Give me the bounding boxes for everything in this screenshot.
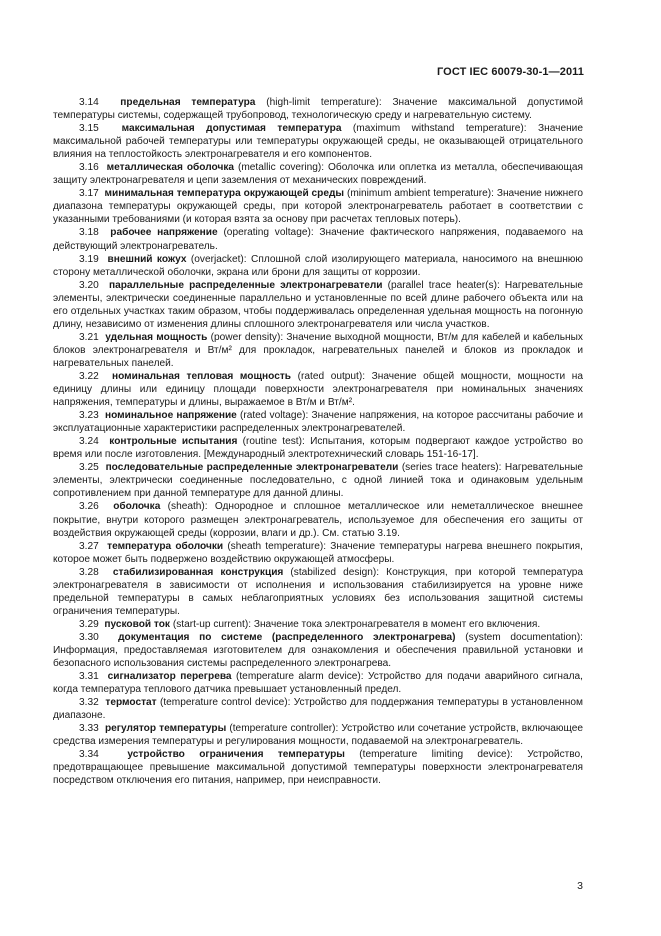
definitions-list bbox=[53, 96, 583, 787]
item-term: внешний кожух bbox=[107, 253, 187, 265]
definition-item bbox=[53, 618, 583, 631]
item-number: 3.18 bbox=[79, 227, 99, 239]
item-term: документация по системе (распределенного электронагрева) bbox=[118, 631, 456, 643]
item-number: 3.28 bbox=[79, 566, 99, 578]
item-text: (temperature control device): Устройство для поддержания температуры в установленном диапазоне. bbox=[53, 697, 583, 722]
item-term: рабочее напряжение bbox=[110, 227, 218, 239]
item-term: удельная мощность bbox=[105, 331, 208, 343]
item-number: 3.21 bbox=[79, 331, 99, 343]
item-term: температура оболочки bbox=[107, 540, 224, 552]
item-number: 3.24 bbox=[79, 436, 99, 448]
item-number: 3.32 bbox=[79, 697, 99, 709]
item-text: (operating voltage): Значение фактического напряжения, подаваемого на действующий электронагреватель. bbox=[53, 227, 583, 252]
item-term: предельная температура bbox=[120, 97, 256, 108]
item-text: (maximum withstand temperature): Значение максимальной рабочей температуры или температуры окружающей среды, не оказывающей отрицательного влияния на теплостойкость электронагревателя и его компонентов. bbox=[53, 123, 583, 161]
definition-item bbox=[53, 722, 583, 748]
item-term: номинальное напряжение bbox=[104, 410, 237, 422]
item-text: (series trace heaters): Нагревательные элементы, электрически соединенные последовательно, с одной линией тока и одинаковым удельным сопротивлением при данной температуре для данной длины. bbox=[53, 462, 583, 500]
item-text: (start-up current): Значение тока электронагревателя в момент его включения. bbox=[172, 618, 541, 630]
item-number: 3.19 bbox=[79, 253, 99, 265]
item-term: металлическая оболочка bbox=[106, 162, 235, 174]
definition-item bbox=[53, 631, 583, 670]
definition-item bbox=[53, 566, 583, 618]
item-text: (rated voltage): Значение напряжения, на которое рассчитаны рабочие и эксплуатационные характеристики распределенных электронагревателей. bbox=[53, 410, 583, 435]
item-term: максимальная допустимая температура bbox=[121, 123, 342, 135]
item-number: 3.25 bbox=[79, 462, 99, 474]
item-text: (sheath temperature): Значение температуры нагрева внешнего покрытия, которое может быть подвержено воздействию окружающей атмосферы. bbox=[53, 540, 583, 565]
item-term: параллельные распределенные электронагреватели bbox=[108, 279, 383, 291]
definition-item bbox=[53, 500, 583, 539]
definition-item bbox=[53, 370, 583, 409]
item-text: (temperature alarm device): Устройство для подачи аварийного сигнала, когда температура теплового датчика превышает установленный предел. bbox=[53, 671, 583, 696]
item-text: (rated output): Значение общей мощности, мощности на единицу длины или единицу площади поверхности электронагревателя при номинальных значениях напряжения, температуры и длины, выражаемое в Вт/м и Вт/м². bbox=[53, 370, 583, 409]
item-number: 3.14 bbox=[79, 97, 99, 108]
item-number: 3.27 bbox=[79, 540, 99, 552]
item-number: 3.23 bbox=[79, 410, 99, 422]
item-term: номинальная тепловая мощность bbox=[111, 370, 292, 382]
item-number: 3.31 bbox=[79, 671, 99, 683]
item-term: регулятор температуры bbox=[104, 723, 227, 735]
item-term: контрольные испытания bbox=[109, 436, 238, 448]
definition-item bbox=[53, 409, 583, 435]
item-text: (parallel trace heater(s): Нагревательные элементы, электрически соединенные параллельно и установленные по всей длине рабочего объекта или на его отдельных участках таким образом, чтобы поддерживалась определенная удельная мощность на погонную длину, независимо от изменения длины сплошного электронагревателя или числа участков. bbox=[53, 279, 583, 330]
definition-item bbox=[53, 748, 583, 787]
item-text: (temperature limiting device): Устройство, предотвращающее превышение максимальной допустимой температуры поверхности электронагревателя посредством отключения его питания, например, при неисправности. bbox=[53, 749, 583, 787]
definition-item bbox=[53, 253, 583, 279]
definition-item bbox=[53, 161, 583, 187]
item-text: (routine test): Испытания, которым подвергают каждое устройство во время или после изготовления. [Международный электротехнический словарь 151-16-17]. bbox=[53, 436, 583, 461]
item-term: минимальная температура окружающей среды bbox=[104, 188, 345, 200]
item-term: стабилизированная конструкция bbox=[112, 566, 284, 578]
item-number: 3.33 bbox=[79, 723, 99, 735]
item-number: 3.20 bbox=[79, 279, 99, 291]
definition-item bbox=[53, 461, 583, 500]
item-text: (high-limit temperature): Значение максимальной допустимой температуры системы, содержащей трубопровод, технологическую среду и нагревательную систему. bbox=[53, 97, 583, 122]
definition-item bbox=[53, 435, 583, 461]
document-header: ГОСТ IEC 60079-30-1—2011 bbox=[436, 66, 584, 78]
item-number: 3.22 bbox=[79, 370, 99, 382]
item-number: 3.29 bbox=[79, 618, 99, 630]
item-number: 3.17 bbox=[79, 188, 99, 200]
item-number: 3.26 bbox=[79, 501, 99, 513]
item-text: (system documentation): Информация, предоставляемая изготовителем для ознакомления и обеспечения правильной установки и безопасного использования системы распределенного электронагрева. bbox=[53, 631, 583, 670]
item-text: (minimum ambient temperature): Значение нижнего диапазона температуры окружающей среды, при которой электронагреватель работает в соответствии с указанными требованиями (и которая взята за основу при расчетах тепловых потерь). bbox=[53, 188, 583, 226]
item-number: 3.16 bbox=[79, 162, 99, 174]
item-text: (power density): Значение выходной мощности, Вт/м для кабелей и кабельных блоков электронагревателя и Вт/м² для прокладок, нагревательных панелей и блоков из прокладок и нагревательных панелей. bbox=[53, 331, 583, 369]
item-text: (sheath): Однородное и сплошное металлическое или неметаллическое внешнее покрытие, внутри которого размещен электронагреватель, используемое для обеспечения его защиты от воздействия окружающей среды (коррозии, влаги и др.). См. статью 3.19. bbox=[53, 501, 583, 539]
item-term: оболочка bbox=[113, 501, 161, 513]
definition-item bbox=[53, 279, 583, 331]
item-term: термостат bbox=[105, 697, 157, 709]
item-number: 3.34 bbox=[79, 749, 99, 761]
item-term: сигнализатор перегрева bbox=[107, 671, 232, 683]
definition-item bbox=[53, 670, 583, 696]
definition-item bbox=[53, 187, 583, 226]
item-term: пусковой ток bbox=[104, 618, 170, 630]
item-term: устройство ограничения температуры bbox=[127, 749, 345, 761]
item-text: (overjacket): Сплошной слой изолирующего материала, наносимого на внешнюю сторону металлической оболочки, экрана или брони для защиты от коррозии. bbox=[53, 253, 583, 278]
definition-item bbox=[53, 96, 583, 122]
definition-item bbox=[53, 122, 583, 161]
item-number: 3.30 bbox=[79, 631, 99, 643]
item-number: 3.15 bbox=[79, 123, 99, 135]
definition-item bbox=[53, 540, 583, 566]
definition-item bbox=[53, 331, 583, 370]
item-text: (metallic covering): Оболочка или оплетка из металла, обеспечивающая защиту электронагревателя и цепи заземления от механических повреждений. bbox=[53, 162, 583, 187]
item-text: (stabilized design): Конструкция, при которой температура электронагревателя в зависимости от исполнения и использования стабилизируется на уровне ниже предельной температуры в самых неблагоприятных условиях без использования защитной системы ограничения температуры. bbox=[53, 566, 583, 617]
item-term: последовательные распределенные электронагреватели bbox=[105, 462, 399, 474]
page-number: 3 bbox=[577, 880, 583, 892]
definition-item bbox=[53, 226, 583, 252]
item-text: (temperature controller): Устройство или сочетание устройств, включающее средства измерения температуры и регулирования мощности, подаваемой на электронагреватель. bbox=[53, 723, 583, 748]
definition-item bbox=[53, 696, 583, 722]
